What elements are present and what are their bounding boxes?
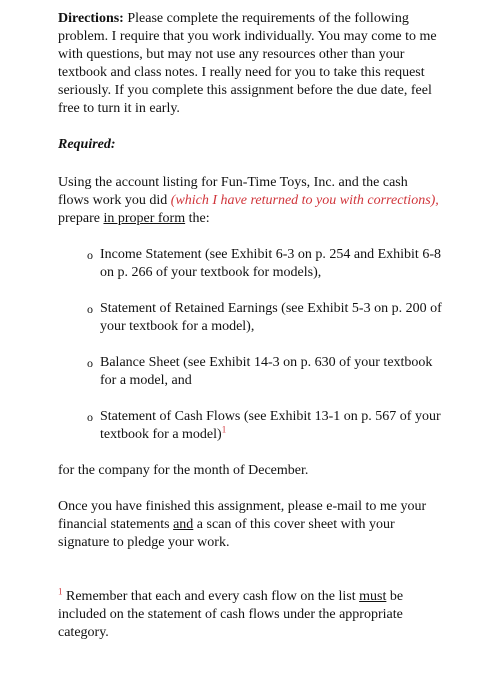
footnote-text-after: be included on the statement of cash flows under the appropriate category.	[58, 589, 404, 640]
bullet-icon: o	[87, 248, 93, 262]
statement-text: Income Statement (see Exhibit 6-3 on p. 254 and Exhibit 6-8 on p. 266 of your textbook for models),	[100, 247, 441, 280]
required-heading: Required:	[58, 137, 116, 152]
directions-label: Directions:	[58, 11, 124, 26]
directions-paragraph	[58, 10, 442, 118]
footnote-text-before: Remember that each and every cash flow on the list	[62, 589, 360, 604]
list-item	[58, 408, 442, 444]
bullet-icon: o	[87, 410, 93, 424]
statements-list	[58, 246, 442, 444]
company-line: for the company for the month of December.	[58, 463, 309, 478]
intro-underlined-text: in proper form	[103, 211, 186, 226]
closing-text-before: Once you have finished this assignment, please e-mail to me your financial statements	[58, 499, 427, 532]
footnote-mark: 1	[58, 586, 63, 597]
statement-text: Statement of Retained Earnings (see Exhibit 5-3 on p. 200 of your textbook for a model),	[100, 301, 442, 334]
intro-text-middle: prepare	[58, 211, 104, 226]
bullet-icon: o	[87, 302, 93, 316]
list-item	[58, 354, 442, 390]
closing-text-after: a scan of this cover sheet with your signature to pledge your work.	[58, 517, 395, 550]
statement-text: Balance Sheet (see Exhibit 14-3 on p. 630 of your textbook for a model, and	[100, 355, 433, 388]
list-item	[58, 300, 442, 336]
footnote-underlined-text: must	[359, 589, 387, 604]
intro-text-before: Using the account listing for Fun-Time Toys, Inc. and the cash flows work you did	[58, 175, 408, 208]
footnote-paragraph	[58, 588, 442, 642]
closing-paragraph	[58, 498, 442, 552]
bullet-icon: o	[87, 356, 93, 370]
intro-correction-note: (which I have returned to you with corrections),	[170, 193, 439, 208]
closing-underlined-text: and	[173, 517, 194, 532]
footnote-reference-mark: 1	[221, 424, 227, 435]
intro-paragraph	[58, 174, 442, 228]
assignment-page	[58, 10, 442, 642]
statement-text: Statement of Cash Flows (see Exhibit 13-1 on p. 567 of your textbook for a model)	[100, 409, 441, 442]
directions-text: Please complete the requirements of the following problem. I require that you work individually. You may come to me with questions, but may not use any resources other than your textbook and class notes. I really need for you to take this request seriously. If you complete this assignment before the due date, feel free to turn it in early.	[58, 11, 437, 116]
intro-text-after: the:	[185, 211, 210, 226]
list-item	[58, 246, 442, 282]
